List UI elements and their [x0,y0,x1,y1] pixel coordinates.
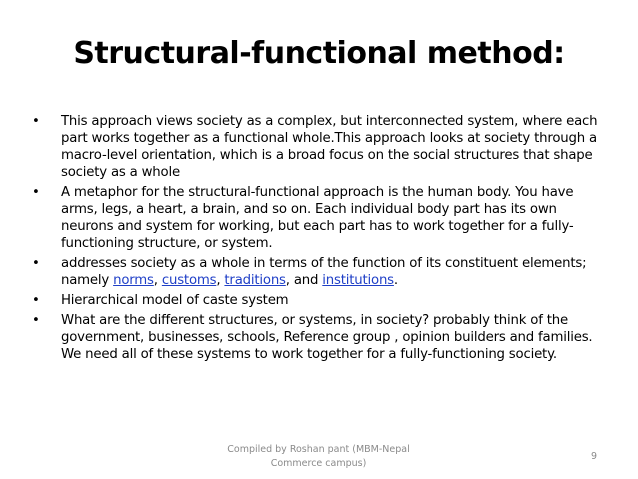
bullet-text: What are the different structures, or systems, in society? probably think of the government, businesses, schools, Reference group , opinion builders and families. We need all of these systems to work together for a fully-functioning society. [61,313,593,362]
bullet-dot-icon: • [32,185,40,200]
slide-title: Structural-functional method: [73,36,565,71]
bullet-list [32,113,608,366]
separator: , and [285,273,323,288]
footer-line: Compiled by Roshan pant (MBM-Nepal [227,444,410,455]
link-norms[interactable]: norms [113,273,154,288]
bullet-text-prefix: addresses society as a whole in terms of the function of its constituent elements; namely [61,256,587,288]
separator: , [153,273,162,288]
bullet-dot-icon: • [32,114,40,129]
bullet-item [32,312,608,363]
footer-line: Commerce campus) [270,458,367,469]
bullet-text: Hierarchical model of caste system [61,293,289,308]
footer-credit [226,443,411,471]
bullet-dot-icon: • [32,256,40,271]
bullet-text [61,256,586,288]
link-customs[interactable]: customs [161,273,217,288]
link-traditions[interactable]: traditions [224,273,286,288]
bullet-item [32,255,608,289]
page-number: 9 [591,451,598,462]
bullet-dot-icon: • [32,313,40,328]
bullet-item [32,113,608,181]
bullet-item [32,184,608,252]
separator: , [216,273,225,288]
bullet-dot-icon: • [32,293,40,308]
bullet-text-suffix: . [393,273,398,288]
bullet-item [32,292,608,309]
bullet-text: A metaphor for the structural-functional approach is the human body. You have arms, legs, a heart, a brain, and so on. Each individual body part has its own neurons and system for working, but each part has to work together for a fully-functioning structure, or system. [61,185,574,251]
link-institutions[interactable]: institutions [322,273,394,288]
bullet-text: This approach views society as a complex, but interconnected system, where each part works together as a functional whole.This approach looks at society through a macro-level orientation, which is a broad focus on the social structures that shape society as a whole [61,114,598,180]
